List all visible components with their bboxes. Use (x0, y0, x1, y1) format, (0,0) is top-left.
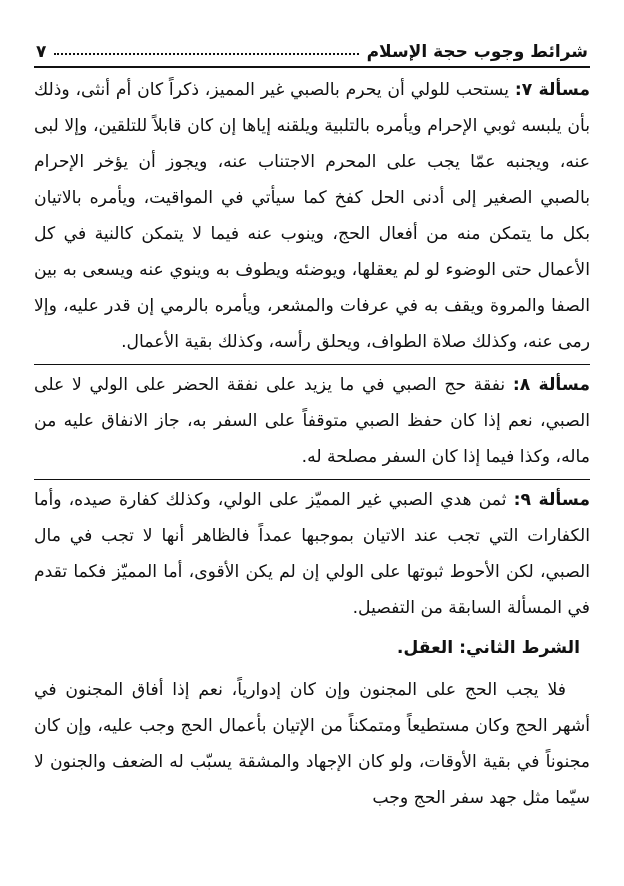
section-divider (34, 364, 590, 365)
issue-7-paragraph (34, 72, 590, 360)
running-header (36, 34, 588, 62)
issue-8-text: نفقة حج الصبي في ما يزيد على نفقة الحضر على الولي لا على الصبي، نعم إذا كان حفظ الصبي متوقفاً على السفر به، جاز الانفاق عليه من ماله، وكذا فيما إذا كان السفر مصلحة له. (34, 375, 590, 467)
issue-7-text: يستحب للولي أن يحرم بالصبي غير المميز، ذكراً كان أم أنثى، وذلك بأن يلبسه ثوبي الإحرام ويأمره بالتلبية ويلقنه إياها إن كان قابلاً للتلقين، وإلا لبى عنه، ويجنبه عمّا يجب على المحرم الاجتناب عنه، ويجوز أن يؤخر الإحرام بالصبي الصغير إلى أدنى الحل كفخ كما سيأتي في المواقيت، ويأمره بالاتيان بكل ما يتمكن منه من أفعال الحج، وينوب عنه فيما لا يتمكن كالنية في كل الأعمال حتى الوضوء لو لم يعقلها، ويوضئه ويطوف به وينوي عنه ويسعى به بين الصفا والمروة ويقف به في عرفات والمشعر، ويأمره بالرمي إن قدر عليه، وإلا رمى عنه، وكذلك صلاة الطواف، ويحلق رأسه، وكذلك بقية الأعمال. (34, 80, 590, 352)
issue-9-text: ثمن هدي الصبي غير المميّز على الولي، وكذلك كفارة صيده، وأما الكفارات التي تجب عند الاتيان بموجبها عمداً فالظاهر أنها لا تجب في مال الصبي، لكن الأحوط ثبوتها على الولي إن لم يكن الأقوى، أما المميّز فكما تقدم في المسألة السابقة من التفصيل. (34, 490, 590, 618)
section-heading: الشرط الثاني: العقل. (396, 638, 580, 658)
issue-9-label: مسألة ٩: (513, 490, 590, 510)
issue-8-paragraph (34, 367, 590, 475)
issue-7-label: مسألة ٧: (514, 80, 590, 100)
page-number: ٧ (36, 42, 47, 62)
header-rule (34, 66, 590, 68)
header-title: شرائط وجوب حجة الإسلام (366, 42, 588, 62)
issue-9-paragraph (34, 482, 590, 626)
page-body (34, 72, 590, 816)
section-divider (34, 479, 590, 480)
issue-8-label: مسألة ٨: (512, 375, 590, 395)
reason-condition-paragraph: فلا يجب الحج على المجنون وإن كان إدوارياً، نعم إذا أفاق المجنون في أشهر الحج وكان مستطيعاً ومتمكناً من الإتيان بأعمال الحج وجب عليه، وإن كان مجنوناً في بقية الأوقات، ولو كان الإجهاد والمشقة يسبّب له الضعف والجنون لا سيّما مثل جهد سفر الحج وجب (34, 680, 590, 808)
header-dot-leader (54, 53, 358, 55)
